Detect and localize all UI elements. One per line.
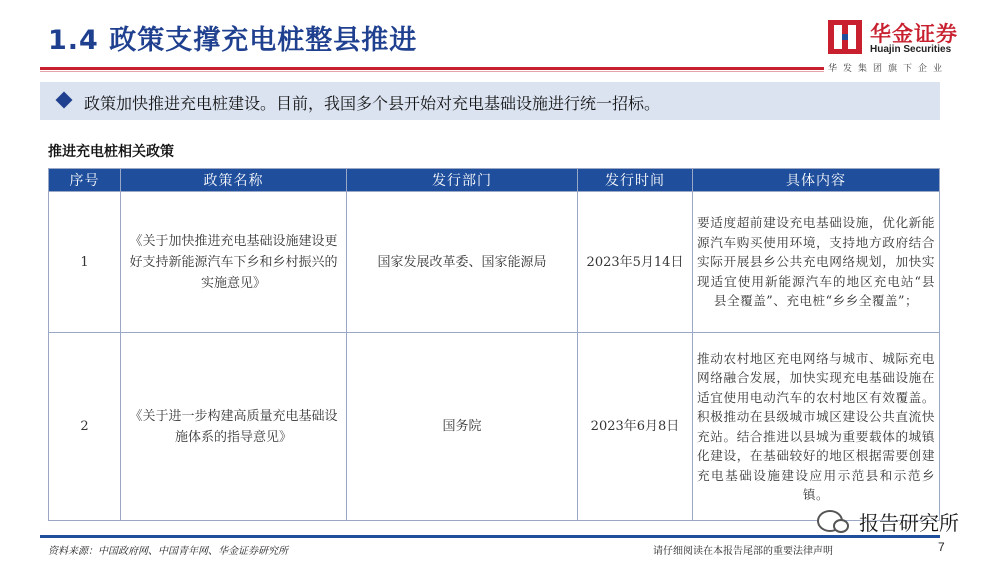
footer-divider [40,535,940,538]
policy-table [48,168,940,521]
cell-content-container [693,333,940,521]
column-header-department: 发行部门 [347,169,578,192]
cell-policy-name: 《关于进一步构建高质量充电基础设施体系的指导意见》 [121,333,347,521]
cell-department: 国家发展改革委、国家能源局 [347,192,578,333]
table-title: 推进充电桩相关政策 [48,144,174,160]
key-point-box [40,82,940,120]
logo-mark-icon [828,20,862,54]
watermark [817,505,959,537]
logo-name-en: Huajin Securities [870,44,952,55]
logo-name-cn: 华金证券 [870,22,958,46]
column-header-no: 序号 [49,169,121,192]
key-point-text: 政策加快推进充电桩建设。目前，我国多个县开始对充电基础设施进行统一招标。 [84,94,661,113]
cell-content: 要适度超前建设充电基础设施，优化新能源汽车购买使用环境，支持地方政府结合实际开展县乡公共充电网络规划，加快实现适宜使用新能源汽车的地区充电站“县县全覆盖”、充电桩“乡乡全覆盖”； [693,192,940,333]
title-divider-thin [40,71,824,72]
wechat-icon [817,510,843,532]
table-row [49,333,940,521]
logo-slogan: 华发集团旗下企业 [828,64,949,74]
column-header-content: 具体内容 [693,169,940,192]
column-header-date: 发行时间 [578,169,693,192]
cell-content: 推动农村地区充电网络与城市、城际充电网络融合发展，加快实现充电基础设施在适宜使用电动汽车的农村地区有效覆盖。积极推动在县级城市城区建设公共直流快充站。结合推进以县城为重要载体的城镇化建设，在基础较好的地区根据需要创建充电基础设施建设应用示范县和示范乡镇。 [697,350,935,502]
cell-date: 2023年6月8日 [578,333,693,521]
footer-disclaimer: 请仔细阅读在本报告尾部的重要法律声明 [653,546,833,557]
watermark-text: 报告研究所 [859,510,959,535]
cell-no: 1 [49,192,121,333]
page-number: 7 [938,540,945,554]
cell-date: 2023年5月14日 [578,192,693,333]
title-divider [40,67,824,70]
footer-source: 资料来源：中国政府网、中国青年网、华金证券研究所 [48,546,288,557]
cell-no: 2 [49,333,121,521]
table-row [49,192,940,333]
cell-department: 国务院 [347,333,578,521]
company-logo [828,16,978,78]
column-header-name: 政策名称 [121,169,347,192]
cell-policy-name: 《关于加快推进充电基础设施建设更好支持新能源汽车下乡和乡村振兴的实施意见》 [121,192,347,333]
page-title: 1.4 政策支撑充电桩整县推进 [48,25,418,56]
table-header-row [49,169,940,192]
diamond-bullet-icon [56,92,73,109]
